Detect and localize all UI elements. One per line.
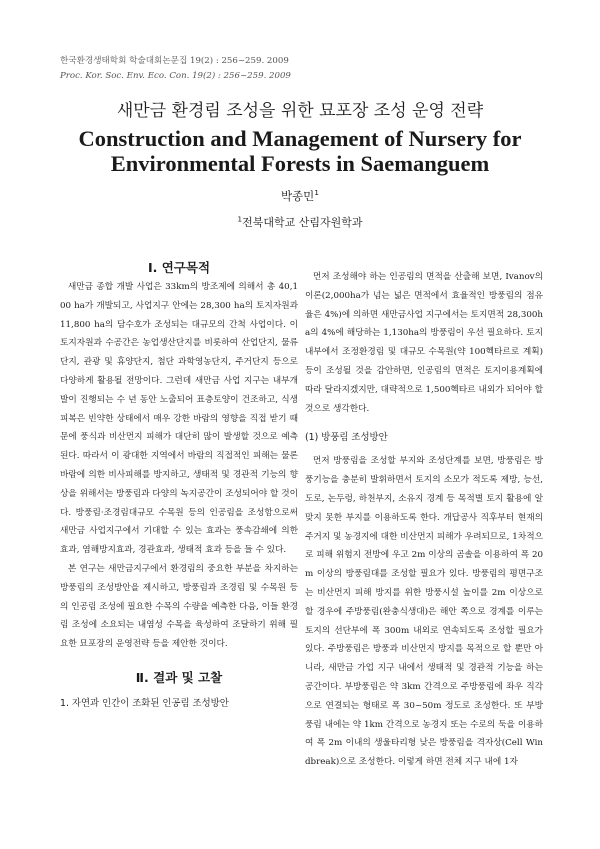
journal-citation-ko: 한국환경생태학회 학술대회논문집 19(2) : 256~259. 2009	[60, 56, 289, 66]
author-name: 박종민	[280, 189, 315, 203]
affiliation-line	[0, 214, 600, 230]
paragraph: 먼저 방풍림을 조성할 부지와 조성단계를 보면, 방풍림은 방풍기능을 충분히 발휘하면서 토지의 소모가 적도록 제방, 능선, 도로, 논두렁, 하천부지, 소유지 경계 등 목적별 토지 활용에 알맞지 못한 부지를 이용하도록 한다. 개답공사 직후부터 현재의 주거지 및 농경지에 대한 비산먼지 피해가 우려되므로, 1차적으로 피해 위험지 전방에 우고 2m 이상의 곰솔을 이용하여 폭 20m 이상의 방풍림대를 조성할 필요가 있다. 방풍림의 평면구조는 비산먼지 피해 방지를 위한 방풍시설 높이를 2m 이상으로 할 경우에 주방풍림(완충식생대)은 해안 쪽으로 경계를 이루는 토지의 선단부에 폭 300m 내외로 연속되도록 조성할 필요가 있다. 주방풍림은 방풍과 비산먼지 방지를 목적으로 할 뿐만 아니라, 새만금 가업 지구 내에서 생태적 및 경관적 기능을 하는 공간이다. 부방풍림은 약 3km 간격으로 주방풍림에 좌우 직각으로 연결되는 형태로 폭 30~50m 정도로 조성한다. 또 부방풍림 내에는 약 1km 간격으로 농경지 또는 수로의 둑을 이용하여 폭 2m 이내의 생울타리형 낮은 방풍림을 격자상(Cell Windbreak)으로 조성한다. 이렇게 하면 전체 지구 내에 1자	[305, 456, 543, 768]
affiliation-superscript: 1	[237, 214, 243, 224]
paragraph: 새만금 종합 개발 사업은 33km의 방조제에 의해서 총 40,100 ha가 개발되고, 사업지구 안에는 28,300 ha의 토지자원과 11,800 ha의 담수호가 조성되는 대규모의 간척 사업이다. 이 토지자원과 수공간은 농업생산단지를 비롯하여 산업단지, 물류단지, 관광 및 휴양단지, 첨단 과학영농단지, 주거단지 등으로 다양하게 활용될 전망이다. 그런데 새만금 사업 지구는 내부개발이 진행되는 수 년 동안 노출되어 표층토양이 건조하고, 식생피복은 빈약한 상태에서 매우 강한 바람의 영향을 직접 받기 때문에 풍식과 비산먼지 피해가 대단히 많이 발생할 것으로 예측된다. 따라서 이 광대한 지역에서 바람의 직접적인 피해는 물론 바람에 의한 비사피해를 방지하고, 생태적 및 경관적 기능의 향상을 위해서는 방풍림과 다양의 녹지공간이 조성되어야 할 것이다. 방풍림·조경림대규모 수목원 등의 인공림을 조성함으로써 새만금 사업지구에서 기대할 수 있는 효과는 풍속감쇄에 의한 효과, 염해방지효과, 경관효과, 생태적 효과 등을 들 수 있다.	[60, 282, 298, 556]
paragraph: 본 연구는 새만금지구에서 환경림의 중요한 부분을 차지하는 방풍림의 조성방안을 제시하고, 방풍림과 조경림 및 수목원 등의 인공림 조성에 필요한 수목의 수량을 예측한 다음, 이들 환경림 조성에 소요되는 내염성 수목을 육성하여 조달하기 위해 필요한 묘포장의 운영전략 등을 제안한 것이다.	[60, 563, 298, 650]
affiliation-text: 전북대학교 산림자원학과	[242, 216, 363, 229]
right-column	[305, 268, 543, 772]
title-english: Construction and Management of Nursery for Environmental Forests in Saemanguem	[78, 126, 522, 176]
section-heading-results: Ⅱ. 결과 및 고찰	[135, 669, 223, 685]
paragraph: 먼저 조성해야 하는 인공림의 면적을 산출해 보면, Ivanov의 이론(2,000ha가 넘는 넓은 면적에서 효율적인 방풍림의 점유율은 4%)에 의하면 새만금사업 지구에서는 토지면적 28,300ha의 4%에 해당하는 1,130ha의 방풍림이 우선 필요하다. 토지 내부에서 조정환경림 및 대규모 수목원(약 100헥타르로 계획) 등이 조성될 것을 감안하면, 인공림의 면적은 토지이용계획에 따라 달라지겠지만, 대략적으로 1,500헥타르 내외가 되어야 할 것으로 생각한다.	[305, 272, 543, 414]
subsection-heading: (1) 방풍림 조성방안	[305, 432, 388, 444]
author-line	[0, 188, 600, 204]
journal-citation-en: Proc. Kor. Soc. Env. Eco. Con. 19(2) : 256~259. 2009	[60, 71, 291, 81]
author-superscript: 1	[314, 188, 320, 198]
journal-header	[60, 54, 291, 84]
left-column	[60, 258, 298, 714]
subsection-heading: 1. 자연과 인간이 조화된 인공림 조성방안	[60, 697, 229, 709]
title-korean: 새만금 환경림 조성을 위한 묘포장 조성 운영 전략	[116, 101, 484, 121]
section-heading-purpose: Ⅰ. 연구목적	[147, 260, 211, 275]
